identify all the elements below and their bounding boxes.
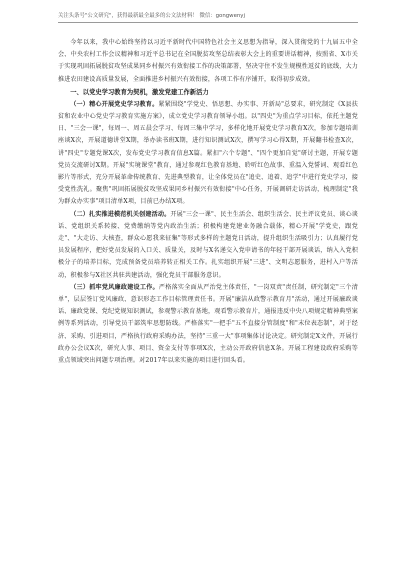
- subsection-3-title: （三）抓牢党风廉政建设工作。: [70, 283, 159, 291]
- subsection-1-body: 紧紧围绕"学党史、悟思想、办实事、开新局"总要求，研究制定《X县扶贫和农业中心党史学习教育实施方案》，成立党史学习教育领导小组。以"四史"为重点学习目标，依托主题党日、"三会一课"，每周一、周五晨会学习、每周三集中学习，多样化地开展党史学习教育X次，参加专题培训座谈X次，开展道德讲堂X期，举办读书班X期，进行知识测试X次，撰写学习心得X期，开展翻书检查X次，讲"四史"专题党课X次，发布党史学习教育信息X篇。紧扣"六个专题"、"四个更加自觉"研讨主题，开展专题党员交流研讨X期。开展"实境课堂"教育，通过参观红色教育基地、聆听红色故事、重温入党誓词、观看红色影片等形式，充分开展革命传统教育、先进典型教育，让全体党员在"追史、追着、追学"中进行党史学习，接受党性洗礼。聚焦"巩固拓展脱贫攻坚成果同乡村振兴有效衔接"中心任务，开展调研走访活动，梳理制定"我为群众办实事"项目清单X项，目前已办结X项。: [58, 100, 358, 206]
- subsection-2-paragraph: [58, 209, 358, 282]
- header-divider: [58, 22, 358, 23]
- subsection-3-paragraph: [58, 282, 358, 367]
- subsection-1-paragraph: [58, 99, 358, 209]
- subsection-2-body: 开展"三会一课"、民主生活会、组织生活会、民主评议党员、谈心谈话、党组织关系转接、党费缴纳等党内政治生活；积极构建党建业务融合载体，精心开展"学党史，跟党走"、"大走访、大核查，群众心愿我来征集"等形式多样的主题党日活动，提升组织生活吸引力；认真履行党员发展程序，把好党员发展的入口关、质量关，及时与X名递交入党申请书的年轻干部开展谈话，纳入入党积极分子的培养目标，完成预备党员培养转正相关工作。扎实组织开展"三进"、文明志愿服务，进村入户等活动，积极参与X社区共驻共建活动，强化党员干部服务意识。: [58, 210, 358, 279]
- section-heading: 一、以党史学习教育为契机，激发党建工作新活力: [70, 88, 209, 96]
- page-header: 关注头条号"公文研究"，获得最新最全最多的公文法材料！ 微信：gongwenyj: [58, 13, 245, 19]
- subsection-3-body: 严格落实全面从严治党主体责任，"一岗双责"责任制，研究制定"三个清单"，层层签订党风廉政、意识形态工作目标管理责任书。开展"廉洁从政警示教育月"活动，通过开展廉政谈话、廉政党课、党纪党规知识测试，参观警示教育基地，观看警示教育片，通报违反中央八项规定精神典型案例等系列活动，引导党员干部筑牢思想防线。严格落实"一把手"五不直接分管制度"和"末位表态制"，对于经济、采购、引进项目，严格执行政府采购办法，坚持"三重一大"事项集体讨论决定。研究制定X文件，开展行政办公会议X次，研究人事、项目、资金支付等事项X次，主动公开政府信息X条。开展工程建设政府采购等重点领域突出问题专项治理。对2017年以来实施的项目进行回头看。: [58, 283, 358, 365]
- subsection-2-title: （二）扎实推进模范机关创建活动。: [70, 210, 171, 218]
- subsection-1-title: （一）精心开展党史学习教育。: [70, 100, 159, 108]
- intro-paragraph: 今年以来，我中心始终坚持以习近平新时代中国特色社会主义思想为指导，深入贯彻党的十九届五中全会、中央农村工作会议精神和习近平总书记在全国脱贫攻坚总结表彰大会上的重要讲话精神，按照省、X市关于实现巩固拓展脱贫攻坚成果同乡村振兴有效衔接工作的决策部署，坚决守住不发生规模性返贫的底线，大力推进农田建设高质量发展，全面推进乡村振兴有效衔接，各项工作有序铺开，取得初步成效。: [58, 39, 358, 83]
